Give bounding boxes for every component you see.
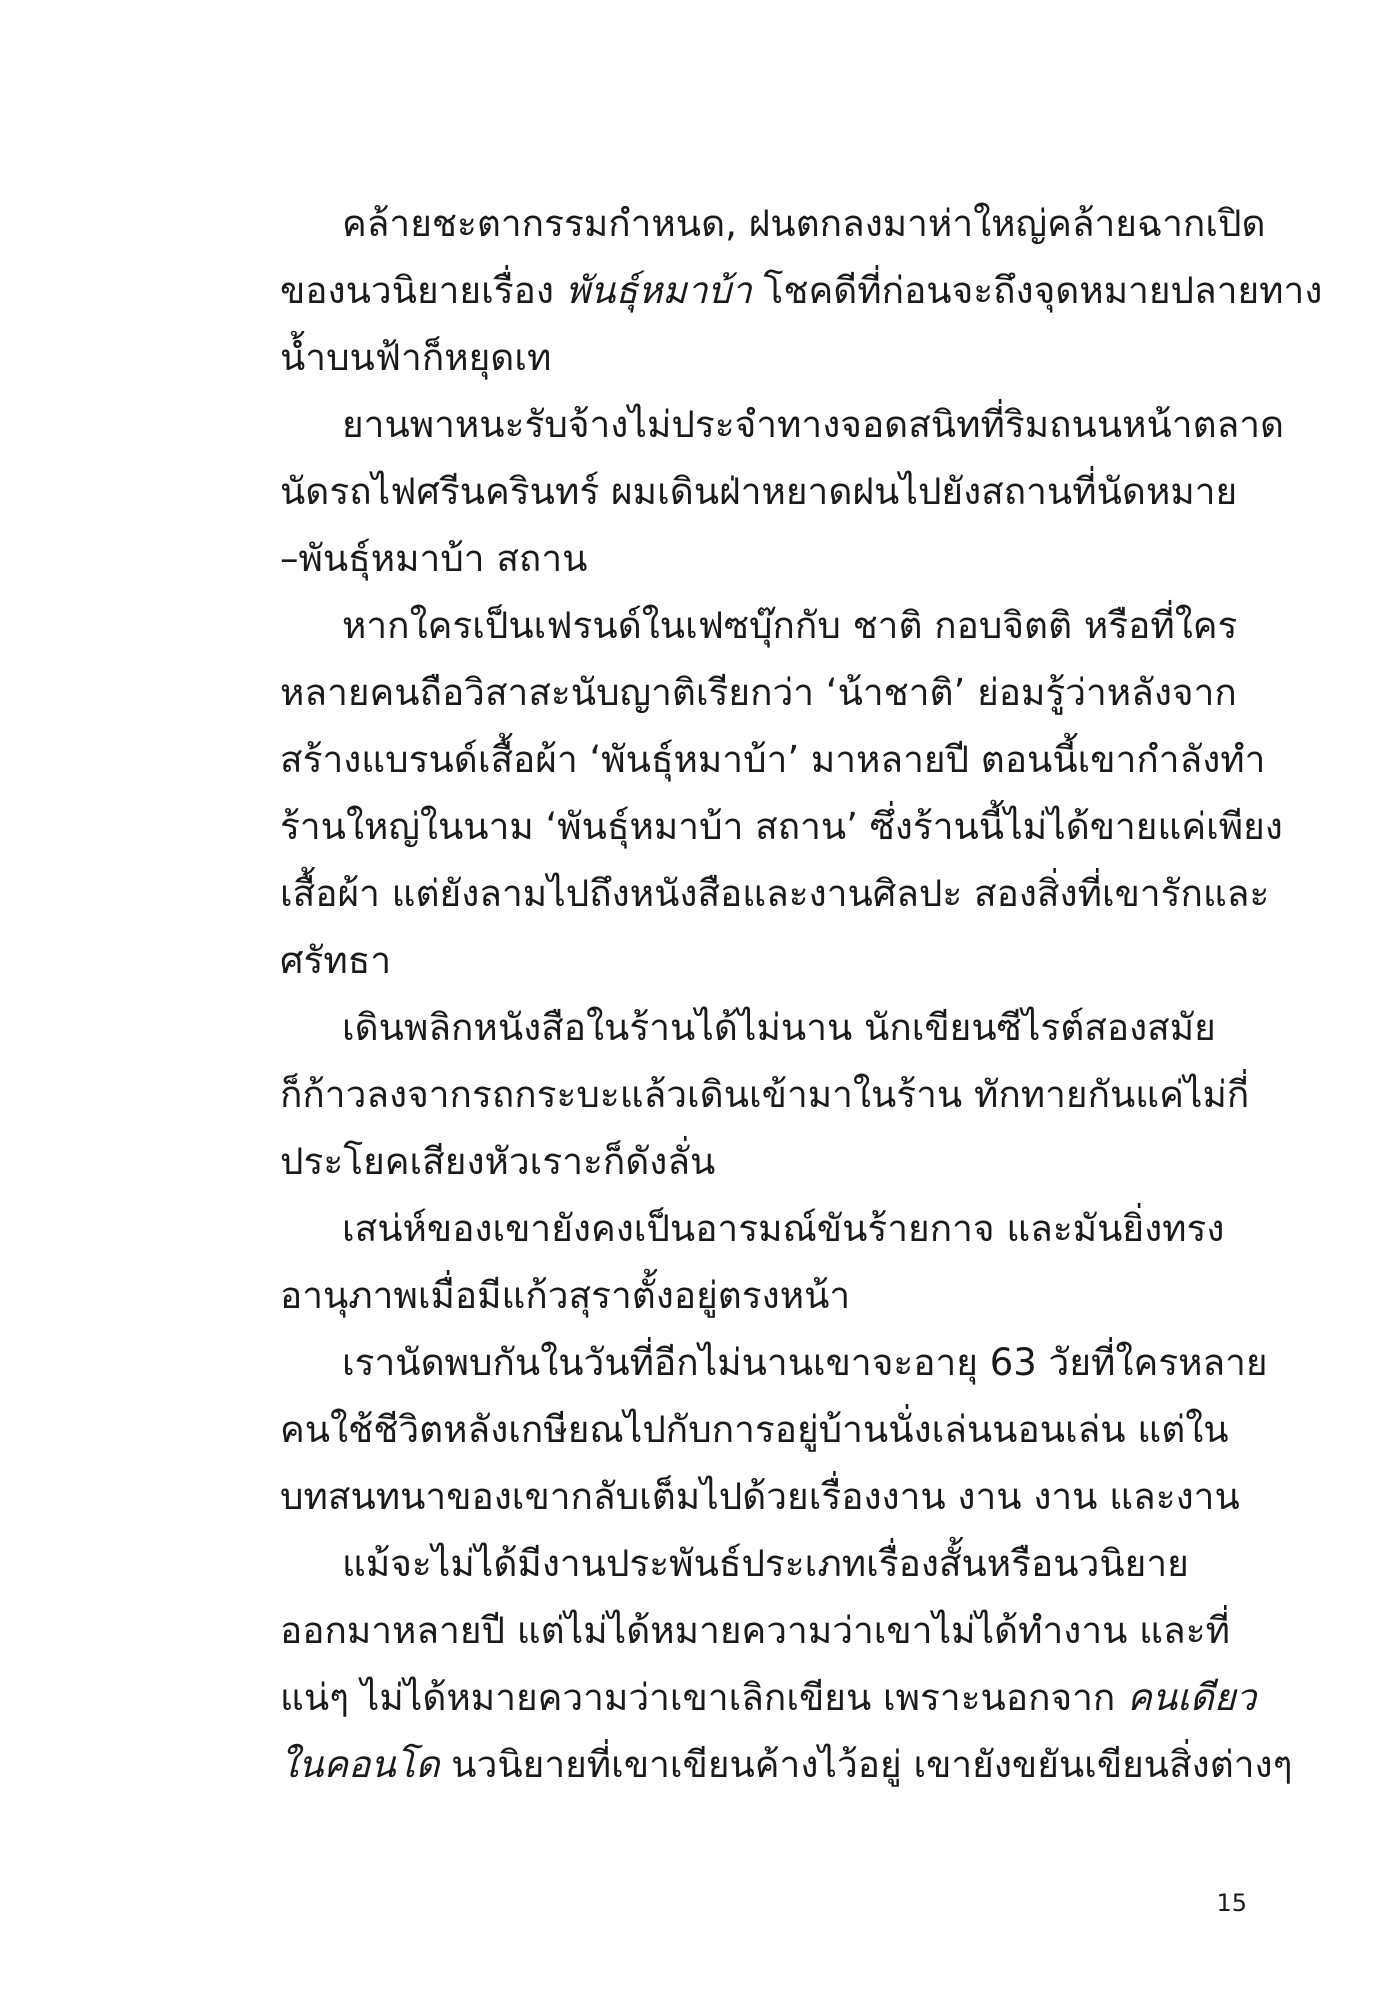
book-title-italic: พันธุ์หมาบ้า <box>565 269 752 312</box>
line-text: อานุภาพเมื่อมีแก้วสุราตั้งอยู่ตรงหน้า <box>280 1274 851 1317</box>
text-line <box>280 1398 1240 1465</box>
text-line <box>280 1264 1240 1331</box>
text-line <box>280 1130 1240 1197</box>
line-text <box>280 267 1322 315</box>
line-text: ยานพาหนะรับจ้างไม่ประจำทางจอดสนิทที่ริมถนนหน้าตลาด <box>342 403 1285 446</box>
line-text: ร้านใหญ่ในนาม ‘พันธุ์หมาบ้า สถาน’ ซึ่งร้านนี้ไม่ได้ขายแค่เพียง <box>280 805 1283 848</box>
text-line <box>280 1465 1240 1532</box>
line-text: เรานัดพบกันในวันที่อีกไม่นานเขาจะอายุ 63 วัยที่ใครหลาย <box>342 1341 1268 1384</box>
text-line <box>280 996 1240 1063</box>
line-segment: ของนวนิยายเรื่อง <box>280 269 566 312</box>
text-line <box>280 527 1240 594</box>
text-line <box>280 1331 1268 1398</box>
text-line <box>280 1666 1257 1733</box>
line-text: ก็ก้าวลงจากรถกระบะแล้วเดินเข้ามาในร้าน ทักทายกันแค่ไม่กี่ <box>280 1073 1250 1116</box>
text-line <box>280 795 1283 862</box>
line-text: –พันธุ์หมาบ้า สถาน <box>280 537 588 580</box>
text-line <box>280 1063 1250 1130</box>
text-line <box>280 1599 1240 1666</box>
line-segment: โชคดีที่ก่อนจะถึงจุดหมายปลายทาง <box>751 269 1323 312</box>
text-line <box>280 661 1240 728</box>
line-text: เสน่ห์ของเขายังคงเป็นอารมณ์ขันร้ายกาจ และมันยิ่งทรง <box>342 1207 1225 1250</box>
text-line <box>280 1197 1240 1264</box>
line-text: นัดรถไฟศรีนครินทร์ ผมเดินฝ่าหยาดฝนไปยังสถานที่นัดหมาย <box>280 470 1238 513</box>
line-text <box>280 1674 1256 1722</box>
text-line <box>280 259 1323 326</box>
body-text <box>280 192 1323 1800</box>
text-line <box>280 393 1285 460</box>
line-text: เดินพลิกหนังสือในร้านได้ไม่นาน นักเขียนซีไรต์สองสมัย <box>342 1006 1216 1049</box>
book-title-italic: คนเดียว <box>1127 1676 1257 1719</box>
text-line <box>280 326 1240 393</box>
text-line <box>280 460 1240 527</box>
line-segment: แน่ๆ ไม่ได้หมายความว่าเขาเลิกเขียน เพราะนอกจาก <box>280 1676 1128 1719</box>
line-text: สร้างแบรนด์เสื้อผ้า ‘พันธุ์หมาบ้า’ มาหลายปี ตอนนี้เขากำลังทำ <box>280 738 1266 781</box>
text-line <box>280 594 1240 661</box>
line-text: หากใครเป็นเฟรนด์ในเฟซบุ๊กกับ ชาติ กอบจิตติ หรือที่ใคร <box>342 604 1238 647</box>
text-line <box>280 862 1270 929</box>
line-segment: นวนิยายที่เขาเขียนค้างไว้อยู่ เขายังขยันเขียนสิ่งต่างๆ <box>439 1743 1293 1786</box>
line-text <box>280 1741 1292 1789</box>
text-line <box>280 728 1266 795</box>
line-text: คนใช้ชีวิตหลังเกษียณไปกับการอยู่บ้านนั่งเล่นนอนเล่น แต่ใน <box>280 1408 1229 1451</box>
line-text: เสื้อผ้า แต่ยังลามไปถึงหนังสือและงานศิลปะ สองสิ่งที่เขารักและ <box>280 872 1270 915</box>
line-text: คล้ายชะตากรรมกำหนด, ฝนตกลงมาห่าใหญ่คล้ายฉากเปิด <box>342 202 1266 245</box>
line-text: ออกมาหลายปี แต่ไม่ได้หมายความว่าเขาไม่ได้ทำงาน และที่ <box>280 1609 1230 1652</box>
line-text: หลายคนถือวิสาสะนับญาติเรียกว่า ‘น้าชาติ’ ย่อมรู้ว่าหลังจาก <box>280 671 1237 714</box>
line-text: น้ำบนฟ้าก็หยุดเท <box>280 336 552 379</box>
text-line <box>280 192 1266 259</box>
line-text: ประโยคเสียงหัวเราะก็ดังลั่น <box>280 1140 716 1183</box>
line-text: ศรัทธา <box>280 939 392 982</box>
text-line <box>280 1532 1240 1599</box>
line-text: บทสนทนาของเขากลับเต็มไปด้วยเรื่องงาน งาน งาน และงาน <box>280 1475 1240 1518</box>
text-line <box>280 929 1240 996</box>
book-title-italic: ในคอนโด <box>280 1743 440 1786</box>
page-number: 15 <box>1216 1889 1247 1917</box>
line-text: แม้จะไม่ได้มีงานประพันธ์ประเภทเรื่องสั้นหรือนวนิยาย <box>342 1542 1189 1585</box>
text-line <box>280 1733 1293 1800</box>
